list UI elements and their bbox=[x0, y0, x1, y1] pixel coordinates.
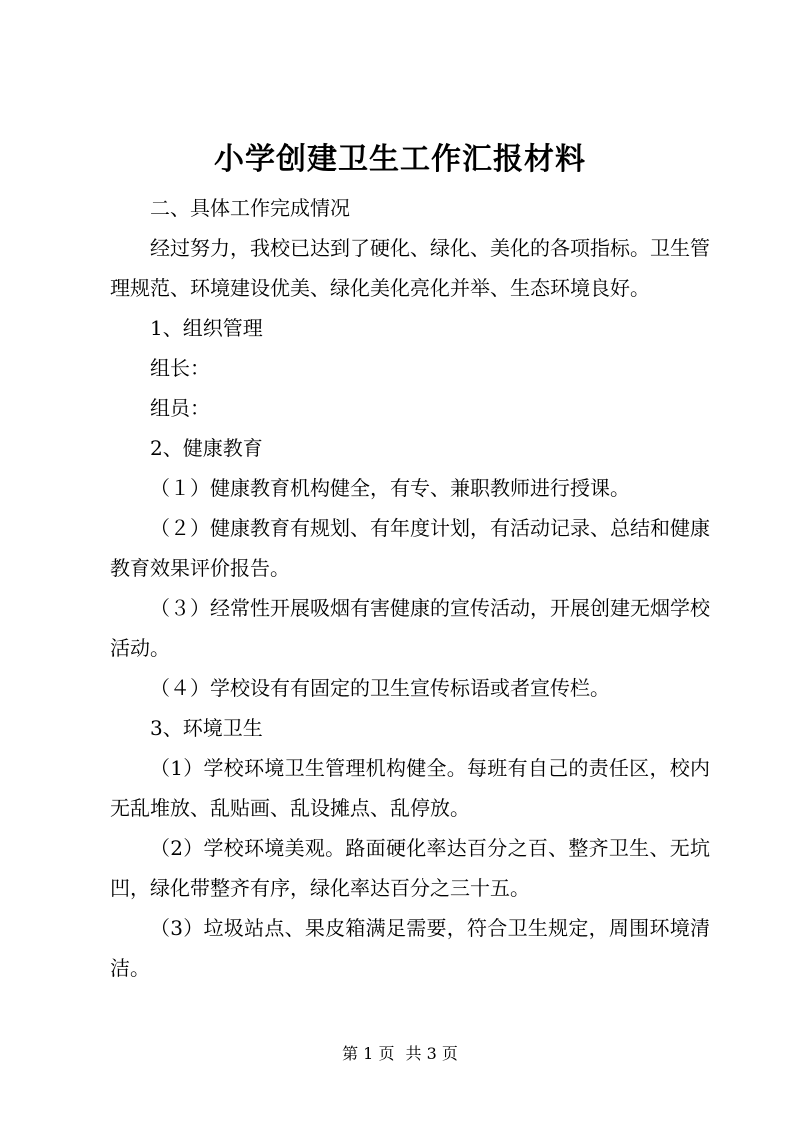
paragraph: （1）学校环境卫生管理机构健全。每班有自己的责任区，校内无乱堆放、乱贴画、乱设摊点、乱停放。 bbox=[110, 756, 710, 820]
page-footer bbox=[0, 1042, 800, 1066]
paragraph: （2）学校环境美观。路面硬化率达百分之百、整齐卫生、无坑凹，绿化带整齐有序，绿化率达百分之三十五。 bbox=[110, 836, 710, 900]
paragraph: （３）经常性开展吸烟有害健康的宣传活动，开展创建无烟学校活动。 bbox=[110, 596, 710, 660]
paragraph: （４）学校设有有固定的卫生宣传标语或者宣传栏。 bbox=[150, 676, 610, 700]
document-body bbox=[110, 188, 710, 988]
paragraph: 组员： bbox=[150, 396, 210, 420]
page-number: 第 1 页 bbox=[342, 1044, 395, 1063]
subsection-heading: 3、环境卫生 bbox=[150, 716, 263, 740]
paragraph: （１）健康教育机构健全，有专、兼职教师进行授课。 bbox=[150, 476, 630, 500]
subsection-heading: 1、组织管理 bbox=[150, 316, 263, 340]
paragraph: 经过努力，我校已达到了硬化、绿化、美化的各项指标。卫生管理规范、环境建设优美、绿化美化亮化并举、生态环境良好。 bbox=[110, 236, 710, 300]
paragraph: （２）健康教育有规划、有年度计划，有活动记录、总结和健康教育效果评价报告。 bbox=[110, 516, 710, 580]
section-heading: 二、具体工作完成情况 bbox=[150, 196, 350, 220]
paragraph: （3）垃圾站点、果皮箱满足需要，符合卫生规定，周围环境清洁。 bbox=[110, 916, 710, 980]
subsection-heading: 2、健康教育 bbox=[150, 436, 263, 460]
paragraph: 组长： bbox=[150, 356, 210, 380]
page-title: 小学创建卫生工作汇报材料 bbox=[214, 142, 586, 177]
page-total: 共 3 页 bbox=[405, 1044, 458, 1063]
